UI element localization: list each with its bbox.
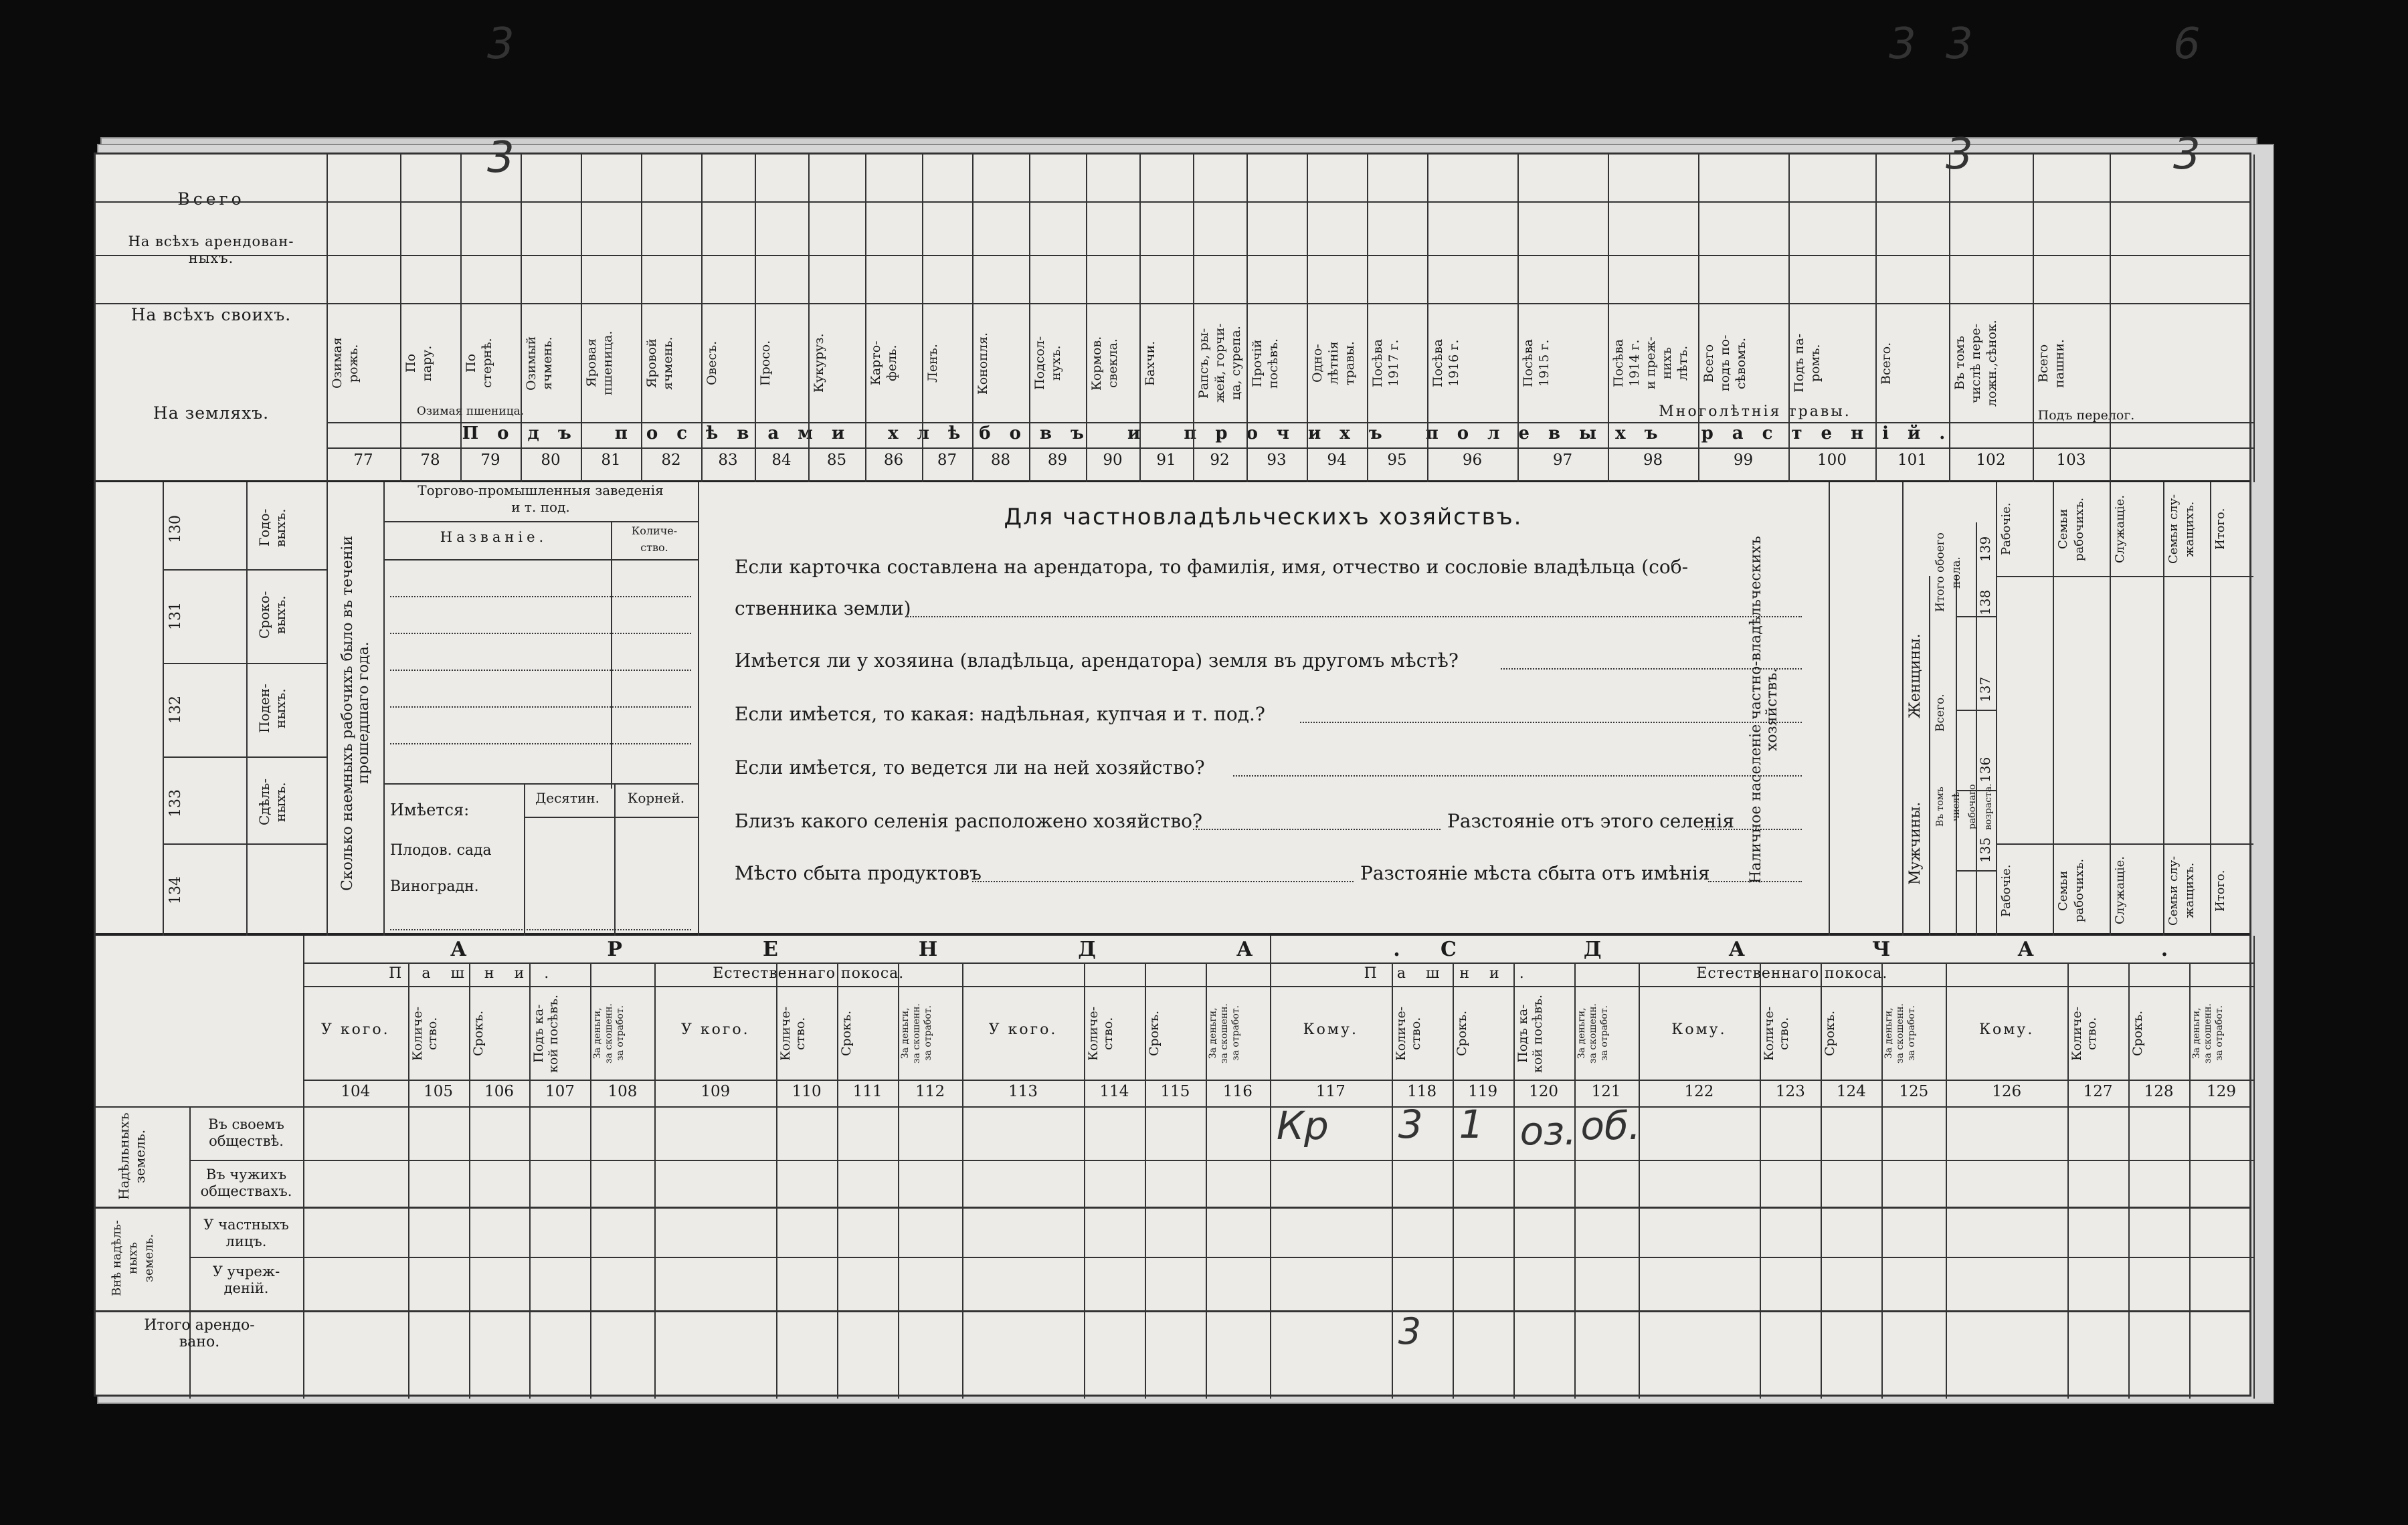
row-label: Въ своемъ обществѣ. [208, 1116, 284, 1149]
column-number: 113 [1008, 1083, 1038, 1100]
column-header: Ленъ. [925, 344, 940, 383]
column-number: 81 [601, 451, 621, 469]
row-divider [96, 1106, 2249, 1108]
column-divider [189, 1106, 191, 1399]
column-number: 108 [608, 1083, 638, 1100]
column-divider [1246, 155, 1248, 482]
row-divider [96, 303, 2249, 304]
row-divider [163, 843, 327, 845]
column-header: У кого. [681, 1021, 750, 1038]
women-label: Женщины. [1907, 633, 1924, 719]
column-divider [327, 155, 328, 482]
column-divider [524, 783, 525, 936]
column-divider [1139, 155, 1141, 482]
group-heading: Естественнаго покоса. [1696, 965, 1888, 982]
has-label: Имѣется: [390, 801, 470, 819]
column-header: Просо. [758, 340, 773, 387]
column-number: 99 [1733, 451, 1754, 469]
answer-line [1300, 722, 1802, 723]
handwritten-entry: Кр [1276, 1103, 1329, 1148]
q-village-distance: Разстояніе отъ этого селенія [1447, 810, 1734, 832]
row-divider [163, 569, 327, 571]
column-header: За деньги, за скошенн. за отработ. [900, 1003, 934, 1063]
row-divider [189, 1257, 2253, 1258]
hired-column-number: 134 [167, 876, 184, 904]
hired-column-header: Годо- выхъ. [256, 508, 288, 547]
column-header: Всего. [1879, 342, 1893, 385]
worker-column-footer: Итого. [2213, 870, 2227, 912]
row-divider [163, 663, 327, 664]
column-divider [1788, 155, 1790, 482]
column-header: Озимый ячмень. [524, 336, 555, 391]
group-heading: Пашни. [1364, 965, 1544, 982]
column-header: По пару. [403, 345, 434, 381]
sown-band-title: Подъ посѣвами хлѣбовъ и прочихъ полевыхъ растеній. [462, 423, 1964, 443]
column-header: Овесъ. [705, 340, 719, 386]
q-owner: Если карточка составлена на арендатора, то фамилія, имя, отчество и сословіе владѣльца (соб- [735, 556, 1689, 578]
answer-line [1193, 829, 1441, 830]
column-number: 116 [1222, 1083, 1253, 1100]
column-number: 89 [1047, 451, 1068, 469]
column-divider [1453, 962, 1454, 1399]
answer-line [1233, 775, 1802, 777]
column-header: Бахчи. [1143, 340, 1157, 386]
column-number: 77 [353, 451, 373, 469]
column-number: 123 [1775, 1083, 1805, 1100]
column-divider [1956, 576, 1957, 936]
handwritten-entry: 1 [1459, 1102, 1484, 1147]
column-divider [1513, 962, 1515, 1399]
handwritten-entry: 3 [1946, 130, 1973, 179]
column-number: 98 [1643, 451, 1663, 469]
worker-column-footer: Служащіе. [2113, 856, 2127, 925]
column-number: 90 [1103, 451, 1123, 469]
row-label-total: Всего [177, 189, 245, 209]
row-divider [327, 422, 2253, 423]
column-header: За деньги, за скошенн. за отработ. [1207, 1003, 1241, 1063]
population-column-number: 136 [1977, 756, 1993, 783]
row-divider [96, 1207, 2249, 1209]
column-header: Кому. [1671, 1021, 1727, 1038]
column-header: Срокъ. [1454, 1010, 1469, 1057]
entry-line [390, 743, 691, 744]
row-label: У учреж- деній. [212, 1263, 280, 1296]
row-label: У частныхъ лицъ. [203, 1217, 289, 1249]
column-number: 128 [2144, 1083, 2174, 1100]
column-header: Кому. [1979, 1021, 2035, 1038]
population-column-number: 139 [1977, 536, 1993, 563]
q-market-distance: Разстояніе мѣста сбыта отъ имѣнія [1360, 862, 1710, 884]
hired-workers-label: Сколько наемныхъ рабочихъ было въ теченіи прошедшаго года. [339, 535, 372, 891]
handwritten-entry: 3 [1889, 19, 1916, 69]
column-number: 119 [1468, 1083, 1498, 1100]
column-header: Посѣва 1914 г. и преж- нихъ лѣтъ. [1611, 336, 1690, 390]
column-divider [1084, 962, 1085, 1399]
column-header: За деньги, за скошенн. за отработ. [1576, 1003, 1610, 1063]
column-divider [1517, 155, 1519, 482]
q-market: Мѣсто сбыта продуктовъ [735, 862, 982, 884]
column-divider [611, 521, 612, 789]
column-number: 78 [420, 451, 440, 469]
column-divider [1875, 155, 1877, 482]
column-divider [1307, 155, 1308, 482]
trade-name-label: Названіе. [440, 529, 548, 545]
group-heading: Пашни. [389, 965, 569, 982]
handwritten-entry: 3 [1946, 19, 1973, 69]
q-village: Близъ какого селенія расположено хозяйство? [735, 810, 1203, 832]
column-number: 80 [541, 451, 561, 469]
column-header: Кукуруз. [812, 333, 826, 393]
label-winter-wheat: Озимая пшеница. [416, 405, 525, 418]
column-header: Количе- ство. [1086, 1006, 1115, 1061]
q-farming: Если имѣется, то ведется ли на ней хозяйство? [735, 756, 1205, 779]
desyatin-label: Десятин. [535, 790, 599, 806]
column-header: Кому. [1303, 1021, 1358, 1038]
column-number: 79 [480, 451, 500, 469]
row-divider [383, 559, 698, 561]
hired-column-number: 130 [167, 515, 184, 543]
vineyard-label: Виноградн. [390, 878, 479, 895]
column-header: Кормов. свекла. [1089, 336, 1120, 391]
answer-line [972, 881, 1354, 882]
column-number: 129 [2207, 1083, 2236, 1100]
column-number: 107 [545, 1083, 575, 1100]
handwritten-entry: 3 [1398, 1102, 1423, 1147]
column-header: Прочій посѣвъ. [1250, 338, 1281, 389]
column-divider [521, 155, 522, 482]
column-header: Подъ ка- кой посѣвъ. [531, 994, 561, 1073]
column-header: Срокъ. [2130, 1010, 2146, 1057]
worker-column-footer: Семьи рабочихъ. [2056, 858, 2086, 923]
entry-line [390, 670, 691, 671]
row-divider [524, 817, 698, 818]
column-divider [1193, 155, 1194, 482]
column-number: 84 [771, 451, 792, 469]
column-divider [163, 482, 164, 936]
column-divider [1902, 482, 1904, 936]
column-divider [922, 155, 923, 482]
column-divider [776, 962, 777, 1399]
column-header: Срокъ. [839, 1010, 854, 1057]
column-divider [1881, 962, 1883, 1399]
column-header: Озимая рожь. [330, 337, 361, 389]
column-divider [303, 936, 304, 1399]
column-header: По стернѣ. [464, 338, 494, 389]
column-divider [2128, 962, 2130, 1399]
column-number: 87 [937, 451, 957, 469]
column-number: 82 [661, 451, 681, 469]
roots-label: Корней. [627, 790, 685, 806]
column-header: Подсол- нухъ. [1032, 336, 1063, 391]
middle-section [96, 482, 2249, 936]
label-perennial-grasses: Многолѣтнія травы. [1659, 403, 1851, 420]
column-number: 88 [990, 451, 1011, 469]
column-divider [1086, 155, 1087, 482]
column-number: 105 [424, 1083, 454, 1100]
sown-area-table [96, 19, 2249, 482]
orchard-label: Плодов. сада [390, 842, 492, 859]
column-divider [1949, 155, 1950, 482]
handwritten-entry: 3 [1398, 1310, 1422, 1352]
column-header: Всего подъ по- сѣвомъ. [1701, 334, 1748, 392]
population-label: Наличное населеніе частно-владѣльческихъ хозяйствъ. [1748, 536, 1780, 884]
row-label-own: На всѣхъ своихъ. [130, 305, 292, 324]
entry-line [390, 633, 691, 634]
column-header: Яровой ячмень. [644, 336, 675, 390]
column-header: Конопля. [976, 332, 990, 395]
column-number: 124 [1836, 1083, 1866, 1100]
column-divider [246, 482, 248, 936]
entry-line [390, 929, 691, 930]
hired-column-header [256, 849, 316, 929]
column-header: Карто- фель. [868, 340, 899, 386]
column-header: Въ томъ числѣ пере- ложн.,сѣнок. [1952, 320, 1999, 407]
lease-out-title: СДАЧА. [1441, 938, 2296, 961]
column-number: 112 [915, 1083, 945, 1100]
column-number: 118 [1407, 1083, 1437, 1100]
column-header: Количе- ство. [1762, 1006, 1792, 1061]
group-allotment-label: Надѣльныхъ земель. [116, 1112, 148, 1200]
answer-line [905, 616, 1802, 617]
handwritten-entry: 6 [2173, 19, 2201, 69]
label-fallow: Подъ перелог. [2037, 408, 2135, 423]
column-header: Одно- лѣтнія травы. [1310, 341, 1357, 385]
column-divider [1145, 962, 1146, 1399]
column-number: 103 [2056, 451, 2086, 469]
column-number: 111 [852, 1083, 883, 1100]
row-divider [1996, 843, 2253, 845]
column-divider [837, 962, 838, 1399]
lease-in-title: АРЕНДА. [450, 938, 1541, 961]
column-header: Посѣва 1915 г. [1521, 338, 1552, 388]
column-divider [1029, 155, 1030, 482]
column-header: У кого. [988, 1021, 1058, 1038]
column-header: Подъ ка- кой посѣвъ. [1515, 994, 1545, 1073]
column-divider [581, 155, 582, 482]
population-column-number: 137 [1977, 676, 1993, 703]
column-header: За деньги, за скошенн. за отработ. [2191, 1003, 2225, 1063]
column-divider [701, 155, 703, 482]
column-divider [408, 962, 409, 1399]
column-divider [1608, 155, 1609, 482]
column-divider [698, 482, 699, 936]
column-divider [1427, 155, 1428, 482]
working-age-label: Въ томъ числѣ рабочаго возраста. [1935, 783, 1994, 830]
column-divider [614, 783, 616, 936]
population-column-number: 135 [1977, 837, 1993, 863]
column-header: Количе- ство. [778, 1006, 808, 1061]
row-divider [1996, 576, 2253, 577]
column-number: 101 [1897, 451, 1927, 469]
column-divider [972, 155, 974, 482]
column-divider [865, 155, 866, 482]
hired-column-header: Поден- ныхъ. [256, 684, 288, 733]
population-column-number: 138 [1977, 589, 1993, 616]
column-divider [898, 962, 899, 1399]
column-divider [1996, 482, 1997, 936]
column-number: 94 [1327, 451, 1347, 469]
row-divider [303, 962, 2253, 964]
column-header: Количе- ство. [2069, 1006, 2100, 1061]
men-label: Мужчины. [1907, 801, 1924, 886]
column-number: 122 [1684, 1083, 1714, 1100]
column-divider [1929, 576, 1930, 936]
column-number: 97 [1552, 451, 1573, 469]
entry-line [390, 706, 691, 708]
hired-column-number: 133 [167, 789, 184, 817]
column-number: 126 [1992, 1083, 2022, 1100]
group-non-allotment-label: Внѣ надѣль- ныхъ земель. [110, 1220, 156, 1296]
row-divider [383, 521, 698, 522]
column-divider [383, 482, 385, 936]
hired-column-number: 132 [167, 696, 184, 724]
row-divider [96, 255, 2249, 256]
column-divider [1392, 962, 1393, 1399]
column-header: Рапсъ, ры- жей, горчи- ца, сурепа. [1196, 323, 1243, 403]
column-number: 114 [1099, 1083, 1129, 1100]
row-divider [383, 783, 698, 785]
column-divider [469, 962, 470, 1399]
column-header: За деньги, за скошенн. за отработ. [592, 1003, 626, 1063]
row-divider [327, 447, 2253, 449]
column-number: 92 [1210, 451, 1230, 469]
q-land-type: Если имѣется, то какая: надѣльная, купчая и т. под.? [735, 703, 1265, 725]
column-number: 102 [1976, 451, 2006, 469]
column-number: 104 [341, 1083, 371, 1100]
column-divider [641, 155, 642, 482]
column-header: Посѣва 1916 г. [1430, 338, 1461, 388]
row-label-rented: На всѣхъ арендован- ныхъ. [128, 233, 294, 266]
column-number: 127 [2083, 1083, 2113, 1100]
column-header: Посѣва 1917 г. [1370, 338, 1401, 388]
column-divider [2253, 936, 2255, 1399]
column-divider [1829, 482, 1830, 936]
column-divider [1367, 155, 1368, 482]
row-label: Въ чужихъ обществахъ. [200, 1166, 292, 1199]
column-header: Всего пашни. [2036, 338, 2067, 388]
column-divider [2053, 482, 2054, 936]
column-number: 117 [1315, 1083, 1346, 1100]
column-number: 85 [826, 451, 847, 469]
column-divider [755, 155, 756, 482]
handwritten-entry: 3 [2173, 130, 2201, 179]
column-number: 106 [484, 1083, 514, 1100]
entry-line [390, 596, 691, 597]
column-number: 95 [1387, 451, 1407, 469]
private-title: Для частновладѣльческихъ хозяйствъ. [1004, 504, 1523, 530]
column-header: Срокъ. [470, 1010, 486, 1057]
column-divider [400, 155, 401, 482]
column-divider [2033, 155, 2034, 482]
column-divider [327, 482, 328, 936]
column-number: 121 [1591, 1083, 1621, 1100]
column-divider [2210, 482, 2211, 936]
worker-column-header: Итого. [2213, 508, 2227, 550]
column-number: 115 [1160, 1083, 1190, 1100]
column-header: Срокъ. [1823, 1010, 1838, 1057]
column-header: Срокъ. [1146, 1010, 1162, 1057]
handwritten-entry: 3 [487, 133, 515, 183]
column-number: 96 [1462, 451, 1483, 469]
handwritten-entry: оз. [1519, 1108, 1577, 1154]
worker-column-footer: Рабочіе. [1999, 864, 2013, 917]
column-divider [1206, 962, 1207, 1399]
row-label-lands: На земляхъ. [153, 403, 270, 423]
column-number: 86 [883, 451, 904, 469]
hired-column-number: 131 [167, 602, 184, 630]
column-number: 91 [1156, 451, 1176, 469]
hired-column-header: Сроко- выхъ. [256, 591, 288, 639]
column-divider [460, 155, 462, 482]
column-number: 110 [792, 1083, 822, 1100]
row-divider [303, 1080, 2253, 1081]
worker-column-header: Служащіе. [2113, 495, 2127, 563]
column-divider [2110, 482, 2111, 936]
row-divider [303, 986, 2253, 987]
worker-column-header: Рабочіе. [1999, 502, 2013, 556]
column-divider [808, 155, 810, 482]
column-number: 93 [1267, 451, 1287, 469]
column-number: 100 [1817, 451, 1847, 469]
column-header: Подъ па- ромъ. [1792, 333, 1823, 393]
column-divider [1698, 155, 1699, 482]
column-divider [2067, 962, 2069, 1399]
lease-table [96, 936, 2296, 1399]
column-number: 83 [718, 451, 738, 469]
column-number: 125 [1899, 1083, 1929, 1100]
column-header: Яровая пшеница. [584, 330, 615, 396]
q-other-land: Имѣется ли у хозяина (владѣльца, арендатора) земля въ другомъ мѣстѣ? [735, 649, 1459, 672]
column-divider [2253, 155, 2255, 482]
total-both-label: Итого обоего пола. [1934, 532, 1963, 613]
handwritten-entry: 3 [487, 19, 515, 69]
handwritten-entry: об. [1580, 1103, 1641, 1148]
column-divider [2163, 482, 2164, 936]
column-divider [2110, 155, 2111, 482]
total-rented-label: Итого арендо- вано. [144, 1317, 255, 1350]
column-header: У кого. [320, 1021, 390, 1038]
column-number: 109 [701, 1083, 731, 1100]
q-owner-cont: ственника земли) [735, 597, 911, 619]
row-divider [189, 1160, 2253, 1161]
row-divider [96, 201, 2249, 203]
worker-column-header: Семьи рабочихъ. [2056, 497, 2086, 561]
group-heading: Естественнаго покоса. [713, 965, 905, 982]
census-card [94, 19, 2296, 1397]
row-divider [163, 756, 327, 758]
trade-title: Торгово-промышленныя заведенія и т. под. [418, 482, 664, 515]
column-divider [1574, 962, 1576, 1399]
column-header: Количе- ство. [1393, 1006, 1423, 1061]
column-header: Количе- ство. [409, 1006, 440, 1061]
column-header: За деньги, за скошенн. за отработ. [1883, 1003, 1918, 1063]
column-divider [1270, 936, 1271, 1399]
row-divider [96, 1310, 2249, 1312]
hired-column-header: Сдѣль- ныхъ. [256, 778, 288, 826]
column-divider [2189, 962, 2191, 1399]
worker-column-footer: Семьи слу- жащихъ. [2166, 855, 2197, 926]
trade-qty-label: Количе- ство. [631, 524, 678, 554]
worker-column-header: Семьи слу- жащихъ. [2166, 494, 2197, 565]
total-women-label: Всего. [1934, 694, 1947, 732]
column-number: 120 [1529, 1083, 1559, 1100]
